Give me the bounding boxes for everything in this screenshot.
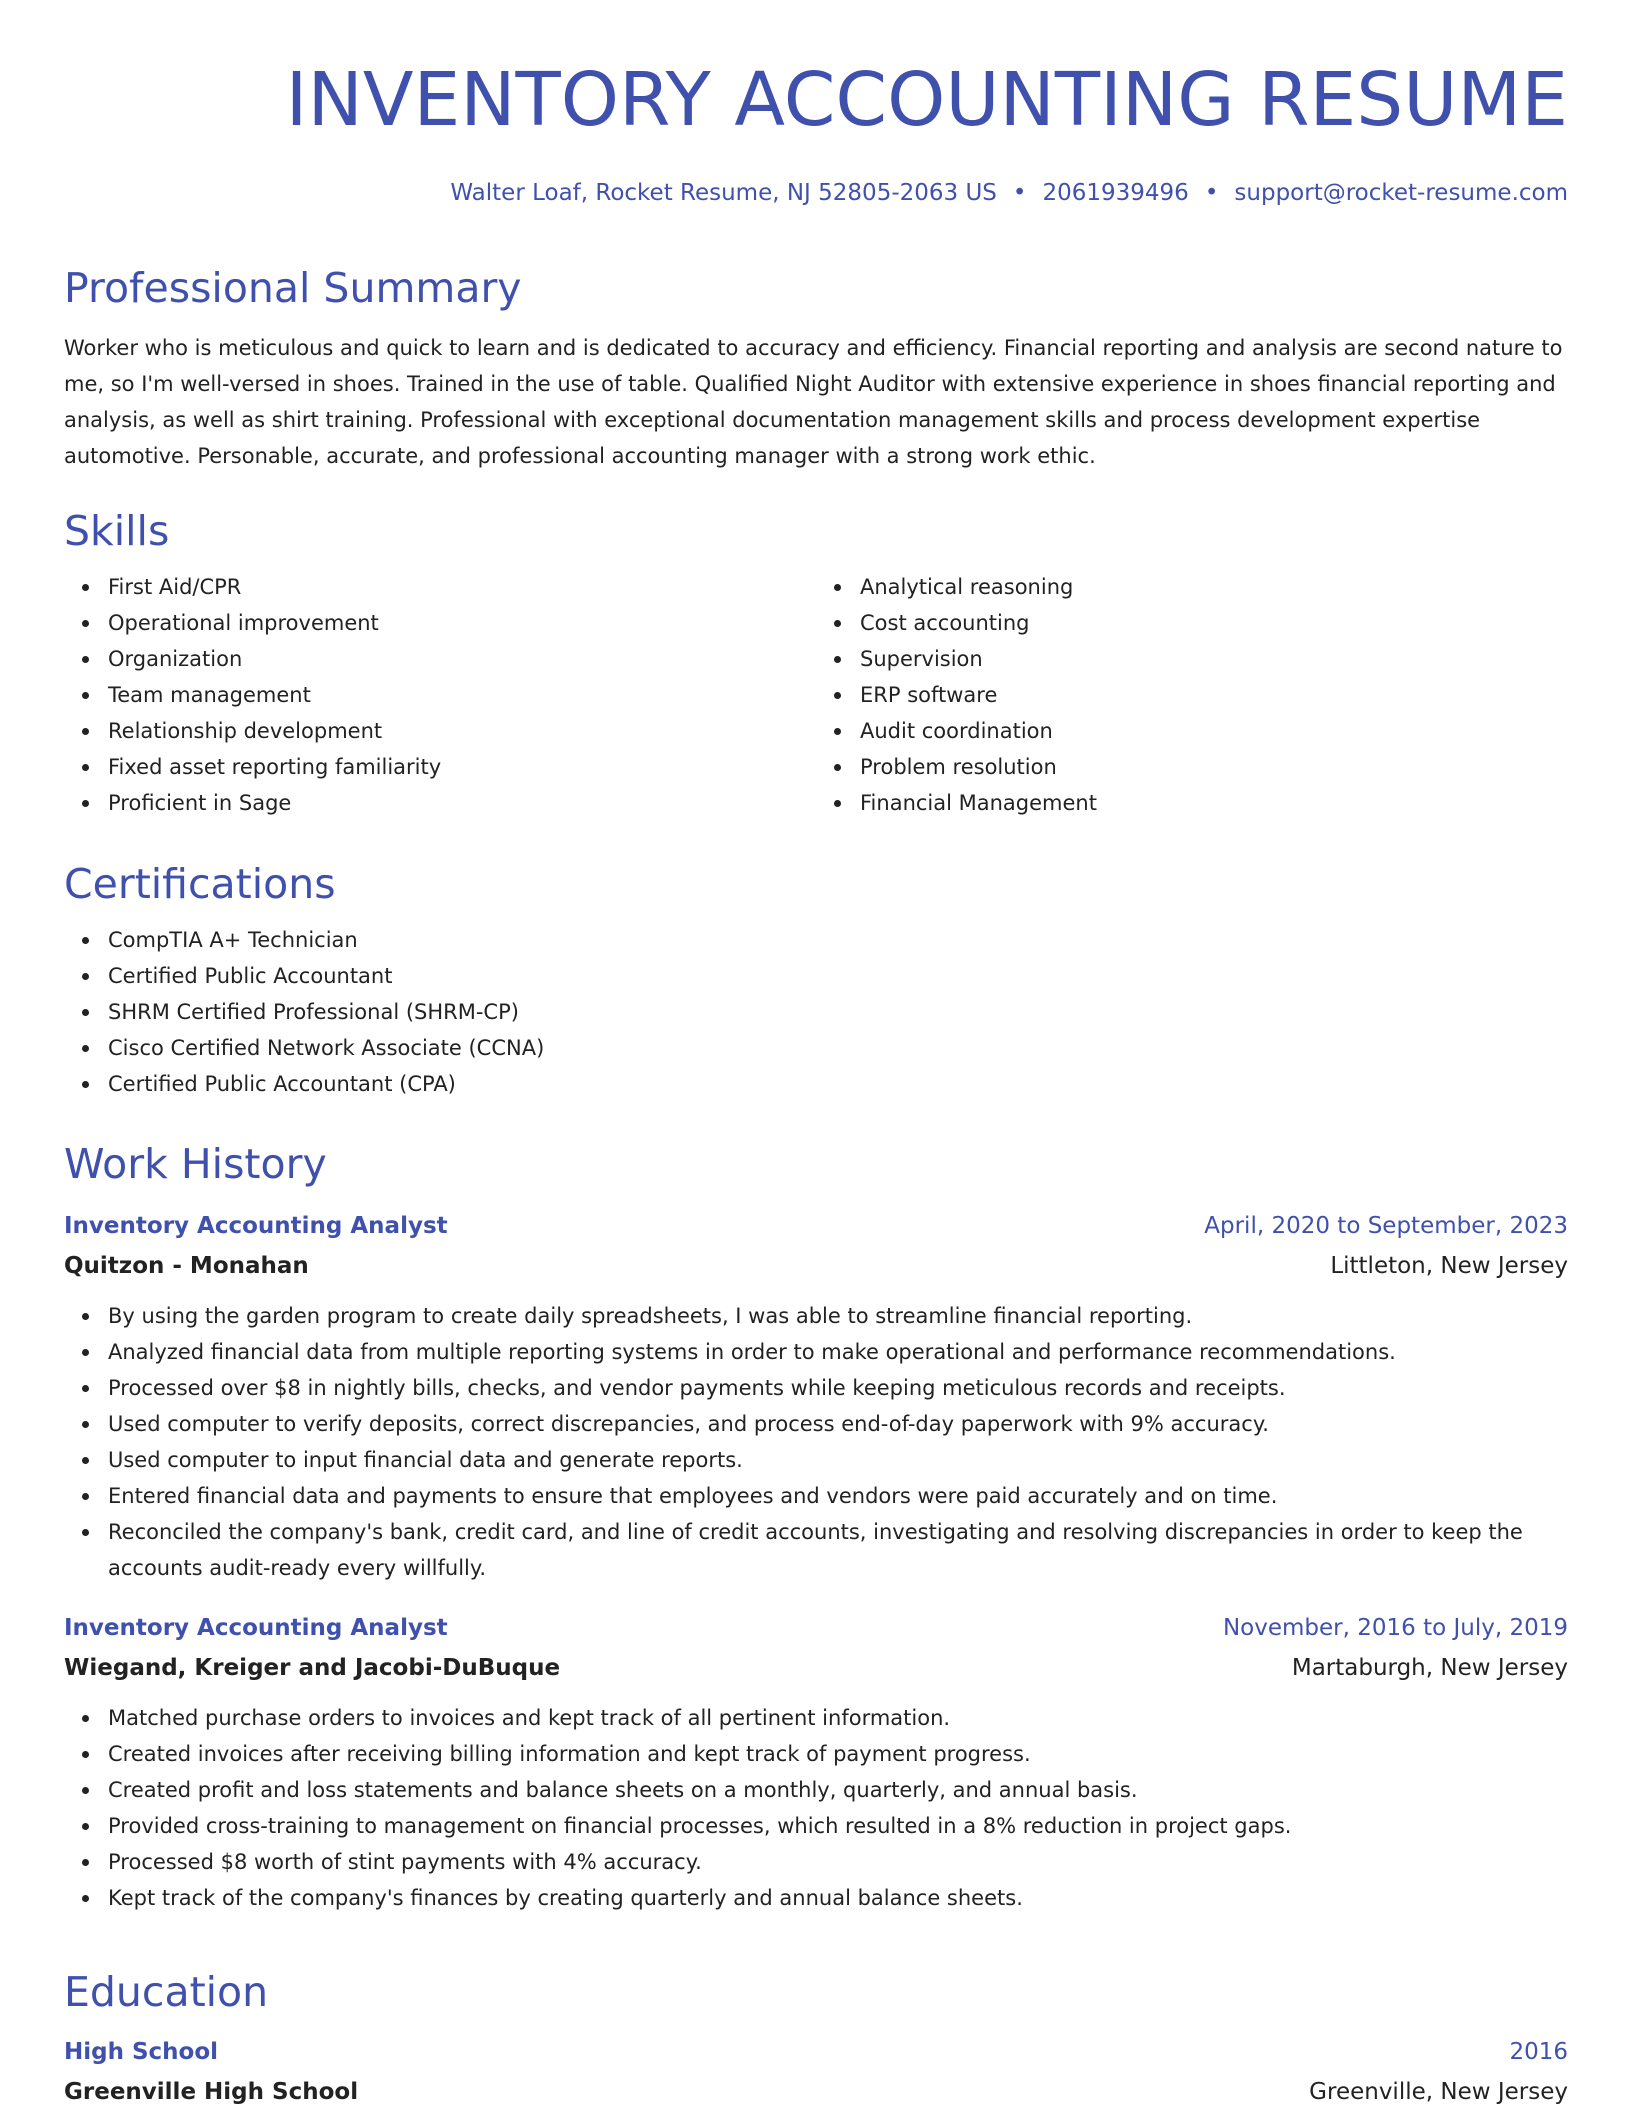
job-bullets	[64, 1700, 1568, 1916]
skill-item: Cost accounting	[860, 605, 1568, 641]
job-location: Littleton, New Jersey	[1330, 1253, 1568, 1279]
education-entry	[64, 2032, 1568, 2112]
skill-item: Analytical reasoning	[860, 569, 1568, 605]
contact-separator: •	[1204, 180, 1219, 206]
education-section	[64, 1966, 1568, 2112]
certifications-heading: Certifications	[64, 860, 336, 908]
work-history-section	[64, 1138, 1568, 1916]
skill-item: Fixed asset reporting familiarity	[108, 749, 816, 785]
job-company-row	[64, 1246, 1568, 1286]
job-dates: April, 2020 to September, 2023	[1204, 1213, 1568, 1239]
skills-heading: Skills	[64, 507, 170, 555]
education-school-row	[64, 2072, 1568, 2112]
job-bullet: Processed $8 worth of stint payments with 4% accuracy.	[108, 1844, 1568, 1880]
education-heading: Education	[64, 1968, 269, 2016]
skill-item: ERP software	[860, 677, 1568, 713]
job-bullet: Used computer to input financial data and generate reports.	[108, 1442, 1568, 1478]
job-dates: November, 2016 to July, 2019	[1222, 1615, 1568, 1641]
job-bullet: Created profit and loss statements and balance sheets on a monthly, quarterly, and annual basis.	[108, 1772, 1568, 1808]
education-location: Greenville, New Jersey	[1309, 2079, 1568, 2105]
skill-item: Organization	[108, 641, 816, 677]
certification-item: Cisco Certified Network Associate (CCNA)	[108, 1030, 1568, 1066]
certification-item: Certified Public Accountant (CPA)	[108, 1066, 1568, 1102]
job-company-row	[64, 1648, 1568, 1688]
contact-email[interactable]: support@rocket-resume.com	[1234, 180, 1568, 206]
education-school: Greenville High School	[64, 2079, 359, 2105]
resume-title: INVENTORY ACCOUNTING RESUME	[285, 57, 1568, 143]
education-degree: High School	[64, 2039, 219, 2065]
job-bullet: Matched purchase orders to invoices and kept track of all pertinent information.	[108, 1700, 1568, 1736]
job-entry	[64, 1608, 1568, 1916]
job-company: Wiegand, Kreiger and Jacobi-DuBuque	[64, 1655, 561, 1681]
skills-grid	[64, 569, 1568, 821]
education-year: 2016	[1509, 2039, 1568, 2065]
skill-item: Relationship development	[108, 713, 816, 749]
skill-item: Operational improvement	[108, 605, 816, 641]
skill-item: Audit coordination	[860, 713, 1568, 749]
job-bullet: Analyzed financial data from multiple reporting systems in order to make operational and performance recommendations.	[108, 1334, 1568, 1370]
skill-item: First Aid/CPR	[108, 569, 816, 605]
skill-item: Team management	[108, 677, 816, 713]
job-header-row	[64, 1608, 1568, 1648]
job-bullet: Reconciled the company's bank, credit card, and line of credit accounts, investigating and resolving discrepancies in order to keep the accounts audit-ready every willfully.	[108, 1514, 1568, 1586]
job-bullet: By using the garden program to create daily spreadsheets, I was able to streamline financial reporting.	[108, 1298, 1568, 1334]
skill-item: Financial Management	[860, 785, 1568, 821]
job-location: Martaburgh, New Jersey	[1291, 1655, 1568, 1681]
job-company: Quitzon - Monahan	[64, 1253, 309, 1279]
job-entry	[64, 1206, 1568, 1586]
skill-item: Proficient in Sage	[108, 785, 816, 821]
skills-section	[64, 505, 1568, 821]
summary-text: Worker who is meticulous and quick to learn and is dedicated to accuracy and efficiency. Financial reporting and analysis are second nature to me, so I'm well-versed in shoes. Trained in the use of table. Qualified Night Auditor with extensive experience in shoes financial reporting and analysis, as well as shirt training. Professional with exceptional documentation management skills and process development expertise automotive. Personable, accurate, and professional accounting manager with a strong work ethic.	[64, 336, 1563, 468]
job-bullet: Created invoices after receiving billing information and kept track of payment progress.	[108, 1736, 1568, 1772]
job-bullet: Entered financial data and payments to ensure that employees and vendors were paid accurately and on time.	[108, 1478, 1568, 1514]
contact-phone[interactable]: 2061939496	[1042, 180, 1189, 206]
certification-item: SHRM Certified Professional (SHRM-CP)	[108, 994, 1568, 1030]
certification-item: CompTIA A+ Technician	[108, 922, 1568, 958]
job-title: Inventory Accounting Analyst	[64, 1615, 448, 1641]
certification-item: Certified Public Accountant	[108, 958, 1568, 994]
job-bullet: Provided cross-training to management on financial processes, which resulted in a 8% reduction in project gaps.	[108, 1808, 1568, 1844]
contact-line	[286, 180, 1568, 206]
summary-heading: Professional Summary	[64, 264, 522, 312]
job-bullet: Used computer to verify deposits, correct discrepancies, and process end-of-day paperwork with 9% accuracy.	[108, 1406, 1568, 1442]
job-bullet: Kept track of the company's finances by creating quarterly and annual balance sheets.	[108, 1880, 1568, 1916]
education-header-row	[64, 2032, 1568, 2072]
skill-item: Problem resolution	[860, 749, 1568, 785]
certifications-section	[64, 858, 1568, 1102]
skills-list-right	[816, 569, 1568, 821]
certifications-list	[64, 922, 1568, 1102]
skill-item: Supervision	[860, 641, 1568, 677]
work-history-heading: Work History	[64, 1140, 327, 1188]
job-bullet: Processed over $8 in nightly bills, checks, and vendor payments while keeping meticulous records and receipts.	[108, 1370, 1568, 1406]
skills-list-left	[64, 569, 816, 821]
job-bullets	[64, 1298, 1568, 1586]
job-header-row	[64, 1206, 1568, 1246]
summary-section	[64, 262, 1568, 474]
contact-address: Walter Loaf, Rocket Resume, NJ 52805-2063 US	[450, 180, 997, 206]
job-title: Inventory Accounting Analyst	[64, 1213, 448, 1239]
contact-separator: •	[1012, 180, 1027, 206]
resume-header	[286, 52, 1568, 206]
